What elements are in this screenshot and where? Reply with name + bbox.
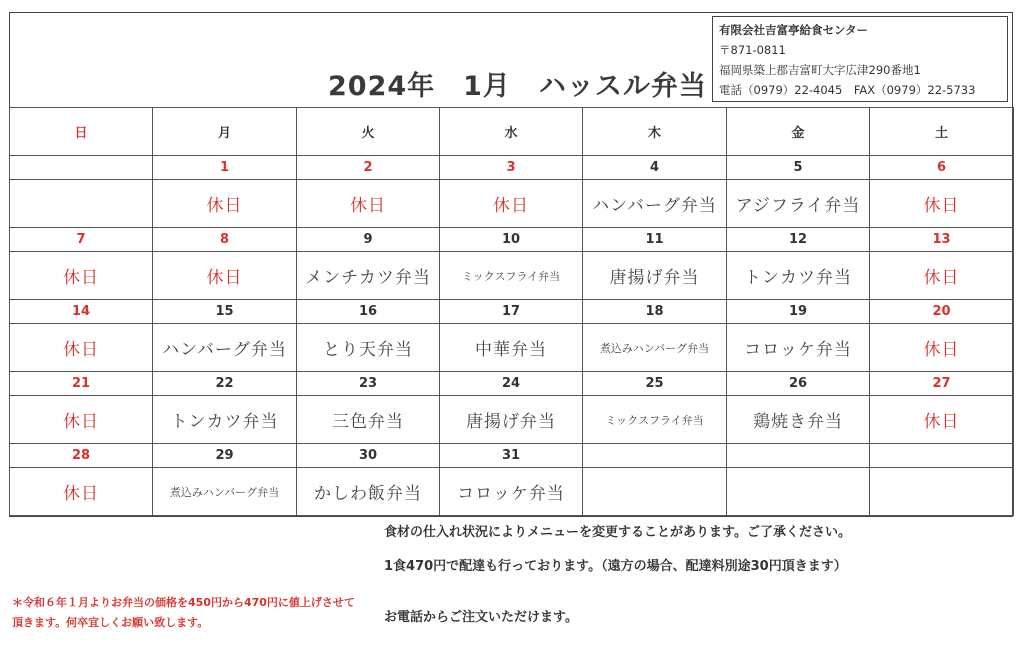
date-number: 11 (583, 228, 727, 252)
menu-cell (870, 468, 1014, 516)
company-postal: 〒871-0811 (719, 43, 786, 57)
date-number: 17 (440, 300, 583, 324)
date-number: 29 (153, 444, 297, 468)
menu-cell: 唐揚げ弁当 (440, 396, 583, 444)
date-number: 26 (727, 372, 870, 396)
date-number: 6 (870, 156, 1014, 180)
date-number: 24 (440, 372, 583, 396)
company-name: 有限会社吉富亭給食センター (719, 23, 869, 37)
date-number: 16 (297, 300, 440, 324)
date-number: 1 (153, 156, 297, 180)
date-number-row (10, 372, 1014, 396)
note-phone-order: お電話からご注文いただけます。 (384, 610, 578, 625)
menu-cell: トンカツ弁当 (727, 252, 870, 300)
menu-cell: 唐揚げ弁当 (583, 252, 727, 300)
date-number: 8 (153, 228, 297, 252)
holiday-cell: 休日 (870, 324, 1014, 372)
date-number: 28 (10, 444, 153, 468)
date-number: 20 (870, 300, 1014, 324)
holiday-cell: 休日 (153, 180, 297, 228)
date-number: 12 (727, 228, 870, 252)
date-number-row (10, 444, 1014, 468)
date-number: 31 (440, 444, 583, 468)
date-number: 14 (10, 300, 153, 324)
date-number-row (10, 228, 1014, 252)
date-number: 9 (297, 228, 440, 252)
holiday-cell: 休日 (10, 468, 153, 516)
menu-cell: トンカツ弁当 (153, 396, 297, 444)
weekday-wed: 水 (440, 108, 583, 156)
menu-row (10, 180, 1014, 228)
weekday-sat: 土 (870, 108, 1014, 156)
date-number: 15 (153, 300, 297, 324)
menu-cell: とり天弁当 (297, 324, 440, 372)
price-change-notice: ＊令和６年１月よりお弁当の価格を450円から470円に値上げさせて頂きます。何卒宜しくお願い致します。 (12, 596, 355, 629)
date-number (870, 444, 1014, 468)
holiday-cell: 休日 (153, 252, 297, 300)
menu-cell: 三色弁当 (297, 396, 440, 444)
menu-cell: 煮込みハンバーグ弁当 (153, 468, 297, 516)
holiday-cell: 休日 (870, 252, 1014, 300)
date-number-row (10, 300, 1014, 324)
menu-row (10, 396, 1014, 444)
menu-cell: ミックスフライ弁当 (440, 252, 583, 300)
menu-row (10, 324, 1014, 372)
holiday-cell: 休日 (10, 324, 153, 372)
menu-cell: ハンバーグ弁当 (153, 324, 297, 372)
menu-cell: ハンバーグ弁当 (583, 180, 727, 228)
menu-cell (583, 468, 727, 516)
menu-cell: ミックスフライ弁当 (583, 396, 727, 444)
menu-cell: かしわ飯弁当 (297, 468, 440, 516)
note-delivery: 1食470円で配達も行っております。（遠方の場合、配達料別途30円頂きます） (384, 559, 847, 574)
holiday-cell: 休日 (297, 180, 440, 228)
date-number: 21 (10, 372, 153, 396)
weekday-sun: 日 (10, 108, 153, 156)
menu-cell: 鶏焼き弁当 (727, 396, 870, 444)
date-number-row (10, 156, 1014, 180)
date-number: 5 (727, 156, 870, 180)
holiday-cell: 休日 (870, 396, 1014, 444)
date-number: 2 (297, 156, 440, 180)
holiday-cell: 休日 (870, 180, 1014, 228)
date-number (727, 444, 870, 468)
weekday-fri: 金 (727, 108, 870, 156)
holiday-cell: 休日 (440, 180, 583, 228)
menu-cell (727, 468, 870, 516)
page-title: 2024年 1月 ハッスル弁当 (328, 71, 707, 102)
note-menu-change: 食材の仕入れ状況によりメニューを変更することがあります。ご了承ください。 (384, 525, 851, 540)
company-info-box (712, 16, 1008, 102)
date-number: 3 (440, 156, 583, 180)
weekday-thu: 木 (583, 108, 727, 156)
weekday-tue: 火 (297, 108, 440, 156)
holiday-cell: 休日 (10, 396, 153, 444)
menu-cell: 中華弁当 (440, 324, 583, 372)
date-number (583, 444, 727, 468)
menu-cell: コロッケ弁当 (440, 468, 583, 516)
menu-cell: コロッケ弁当 (727, 324, 870, 372)
calendar-table (9, 107, 1014, 516)
date-number: 23 (297, 372, 440, 396)
date-number (10, 156, 153, 180)
menu-cell: 煮込みハンバーグ弁当 (583, 324, 727, 372)
date-number: 7 (10, 228, 153, 252)
date-number: 30 (297, 444, 440, 468)
menu-row (10, 252, 1014, 300)
date-number: 4 (583, 156, 727, 180)
date-number: 19 (727, 300, 870, 324)
date-number: 10 (440, 228, 583, 252)
date-number: 25 (583, 372, 727, 396)
company-contact: 電話（0979）22-4045 FAX（0979）22-5733 (719, 83, 976, 97)
date-number: 27 (870, 372, 1014, 396)
weekday-header-row (10, 108, 1014, 156)
menu-row (10, 468, 1014, 516)
weekday-mon: 月 (153, 108, 297, 156)
date-number: 13 (870, 228, 1014, 252)
date-number: 22 (153, 372, 297, 396)
menu-cell: アジフライ弁当 (727, 180, 870, 228)
holiday-cell: 休日 (10, 252, 153, 300)
date-number: 18 (583, 300, 727, 324)
menu-cell (10, 180, 153, 228)
menu-cell: メンチカツ弁当 (297, 252, 440, 300)
company-address: 福岡県築上郡吉富町大字広津290番地1 (719, 63, 921, 77)
